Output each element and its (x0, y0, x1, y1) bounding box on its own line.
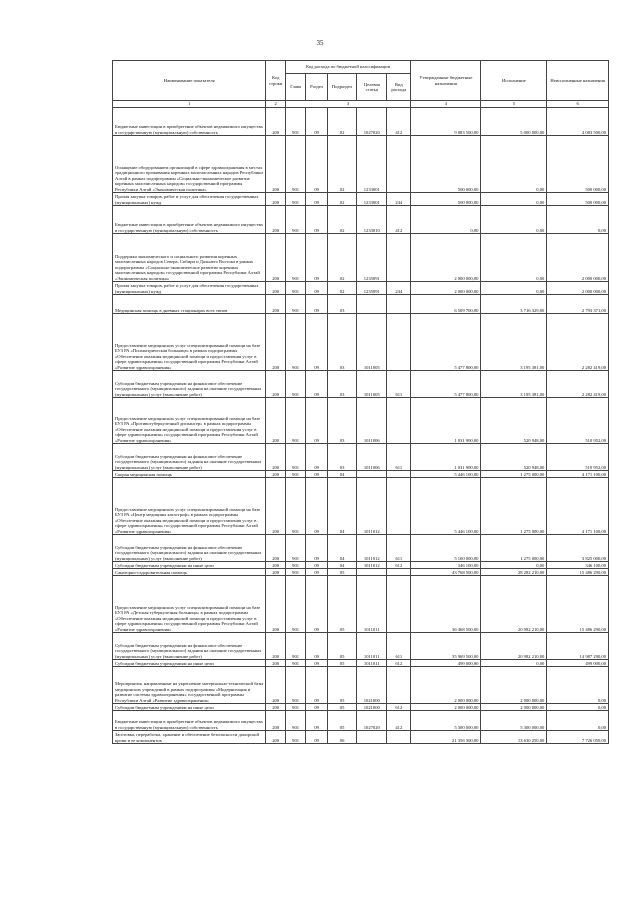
row-unexecuted: 15 486 290,00 (547, 569, 609, 576)
row-target: 1011011 (357, 633, 387, 660)
row-approved: 500 000,00 (411, 193, 481, 206)
row-chapter: 901 (285, 478, 306, 535)
row-unexecuted: 4 171 100,00 (547, 471, 609, 478)
row-executed: 0,00 (481, 136, 547, 193)
row-exp-type (387, 667, 411, 704)
row-unexecuted: 15 486 290,00 (547, 576, 609, 633)
table-row (113, 108, 609, 136)
row-name-cell: Скорая медицинская помощь (113, 471, 266, 478)
row-line-code: 200 (266, 704, 285, 711)
table-row (113, 444, 609, 471)
row-exp-type: 244 (387, 193, 411, 206)
row-name-cell: Мероприятия, направленные на укрепление материально-технической базы медицинских учреждений в рамках подпрограммы «Модернизация и развитие системы здравоохранения» государственной программы Республики Алтай «Развитие здравоохранения» (113, 667, 266, 704)
row-unexecuted: 14 987 290,00 (547, 633, 609, 660)
row-unexecuted: 0,00 (547, 667, 609, 704)
row-line-code: 200 (266, 206, 285, 234)
header-unexecuted: Неисполненные назначения (547, 61, 609, 101)
row-chapter: 901 (285, 704, 306, 711)
row-executed: 0,00 (481, 206, 547, 234)
budget-execution-table (112, 60, 609, 744)
row-name-cell: Поддержка экономического и социального развития коренных малочисленных народов Севера, Сибири и Дальнего Востока в рамках подпрограммы «Социально-экономическое развитие коренных малочисленных народов» государственной программы Республики Алтай «Экономическая политика» (113, 234, 266, 282)
page-number: 35 (316, 39, 324, 47)
row-name-cell: Субсидии бюджетным учреждениям на финансовое обеспечение государственного (муниципального) задания на оказание государственных (муниципальных) услуг (выполнение работ) (113, 371, 266, 398)
row-approved: 5 477 800,00 (411, 314, 481, 371)
row-approved: 5 446 100,00 (411, 471, 481, 478)
row-unexecuted: 0,00 (547, 711, 609, 731)
row-line-code: 200 (266, 478, 285, 535)
row-executed: 3 716 329,00 (481, 295, 547, 314)
row-target (357, 471, 387, 478)
row-chapter: 901 (285, 108, 306, 136)
row-exp-type (387, 398, 411, 444)
table-row (113, 136, 609, 193)
row-exp-type: 611 (387, 444, 411, 471)
row-target: 1021000 (357, 667, 387, 704)
row-line-code: 200 (266, 295, 285, 314)
header-name: Наименование показателя (113, 61, 266, 101)
row-subsection: 03 (327, 314, 356, 371)
row-section: 09 (306, 295, 328, 314)
row-subsection: 02 (327, 206, 356, 234)
row-subsection: 06 (327, 731, 356, 744)
row-exp-type: 612 (387, 562, 411, 569)
row-subsection: 05 (327, 633, 356, 660)
row-target (357, 295, 387, 314)
row-chapter: 901 (285, 193, 306, 206)
table-row (113, 576, 609, 633)
row-name-cell: Бюджетные инвестиции в приобретение объектов недвижимого имущества в государственную (муниципальную) собственность (113, 108, 266, 136)
row-section: 09 (306, 569, 328, 576)
row-unexecuted: 3 825 000,00 (547, 535, 609, 562)
row-unexecuted: 499 000,00 (547, 660, 609, 667)
row-unexecuted: 500 000,00 (547, 136, 609, 193)
row-unexecuted: 0,00 (547, 704, 609, 711)
row-line-code: 200 (266, 711, 285, 731)
col-number: 2 (266, 101, 285, 108)
table-row (113, 471, 609, 478)
row-unexecuted: 0,00 (547, 206, 609, 234)
row-name-cell: Бюджетные инвестиции в приобретение объектов недвижимого имущества в государственную (муниципальную) собственность (113, 206, 266, 234)
row-executed: 1 275 000,00 (481, 535, 547, 562)
table-row (113, 562, 609, 569)
row-subsection: 04 (327, 535, 356, 562)
table-row (113, 314, 609, 371)
row-chapter: 901 (285, 535, 306, 562)
row-approved: 346 100,00 (411, 562, 481, 569)
row-subsection: 03 (327, 444, 356, 471)
row-section: 09 (306, 444, 328, 471)
row-section: 09 (306, 471, 328, 478)
table-row (113, 234, 609, 282)
col-number: 4 (411, 101, 481, 108)
row-unexecuted: 7 726 050,00 (547, 731, 609, 744)
row-name-cell: Субсидии бюджетным учреждениям на иные цели (113, 562, 266, 569)
row-subsection: 05 (327, 576, 356, 633)
row-approved: 5 446 100,00 (411, 478, 481, 535)
row-target: 1027020 (357, 711, 387, 731)
row-approved: 5 477 800,00 (411, 371, 481, 398)
row-exp-type: 412 (387, 711, 411, 731)
table-row (113, 398, 609, 444)
row-subsection: 02 (327, 108, 356, 136)
row-subsection: 03 (327, 295, 356, 314)
row-exp-type (387, 314, 411, 371)
row-section: 09 (306, 234, 328, 282)
row-name-cell: Субсидии бюджетным учреждениям на финансовое обеспечение государственного (муниципального) задания на оказание государственных (муниципальных) услуг (выполнение работ) (113, 535, 266, 562)
header-section: Раздел (306, 74, 328, 101)
row-executed: 3 195 381,00 (481, 371, 547, 398)
row-executed: 5 300 000,00 (481, 711, 547, 731)
row-exp-type (387, 569, 411, 576)
row-target: 1011012 (357, 535, 387, 562)
row-target: 1011011 (357, 660, 387, 667)
row-line-code: 200 (266, 731, 285, 744)
row-chapter: 901 (285, 471, 306, 478)
row-chapter: 901 (285, 295, 306, 314)
row-chapter: 901 (285, 711, 306, 731)
row-approved: 5 300 000,00 (411, 711, 481, 731)
row-line-code: 200 (266, 234, 285, 282)
row-target: 1233010 (357, 206, 387, 234)
row-exp-type: 612 (387, 704, 411, 711)
row-subsection: 02 (327, 136, 356, 193)
row-line-code: 200 (266, 136, 285, 193)
row-target: 1011012 (357, 478, 387, 535)
row-executed: 1 275 000,00 (481, 478, 547, 535)
row-executed: 0,00 (481, 193, 547, 206)
row-approved: 43 768 500,00 (411, 569, 481, 576)
row-section: 09 (306, 576, 328, 633)
row-section: 09 (306, 136, 328, 193)
row-approved: 6 509 700,00 (411, 295, 481, 314)
row-name-cell: Предоставление медицинских услуг специализированной помощи на базе БУЗ РА «Психиатрическая больница» в рамках подпрограммы «Обеспечение оказания медицинской помощи и предоставления услуг в сфере здравоохранения» государственной программы Республики Алтай «Развитие здравоохранения» (113, 314, 266, 371)
row-name-cell: Бюджетные инвестиции в приобретение объектов недвижимого имущества в государственную (муниципальную) собственность (113, 711, 266, 731)
row-exp-type: 612 (387, 660, 411, 667)
row-chapter: 901 (285, 371, 306, 398)
row-approved: 21 356 300,00 (411, 731, 481, 744)
table-row (113, 731, 609, 744)
row-unexecuted: 510 952,00 (547, 398, 609, 444)
table-row (113, 569, 609, 576)
row-target: 1011011 (357, 576, 387, 633)
row-subsection: 03 (327, 398, 356, 444)
row-name-cell: Медицинская помощь в дневных стационарах всех типов (113, 295, 266, 314)
table-row (113, 371, 609, 398)
row-exp-type: 611 (387, 535, 411, 562)
table-body (113, 108, 609, 744)
row-approved: 1 031 900,00 (411, 398, 481, 444)
row-executed: 520 948,00 (481, 444, 547, 471)
row-name-cell: Предоставление медицинских услуг специализированной помощи на базе БУЗ РА «Центр медицины катастроф» в рамках подпрограммы «Обеспечение оказания медицинской помощи и предоставления услуг в сфере здравоохранения» государственной программы Республики Алтай «Развитие здравоохранения» (113, 478, 266, 535)
row-unexecuted: 346 100,00 (547, 562, 609, 569)
row-line-code: 200 (266, 314, 285, 371)
row-executed: 2 000 000,00 (481, 667, 547, 704)
row-section: 09 (306, 314, 328, 371)
row-subsection: 05 (327, 704, 356, 711)
row-exp-type (387, 731, 411, 744)
row-subsection: 04 (327, 478, 356, 535)
row-executed: 0,00 (481, 660, 547, 667)
row-line-code: 200 (266, 660, 285, 667)
row-name-cell: Заготовка, переработка, хранение и обеспечение безопасности донорской крови и ее компонентов (113, 731, 266, 744)
row-chapter: 901 (285, 444, 306, 471)
header-code-line: Код строки (266, 61, 285, 101)
row-section: 09 (306, 398, 328, 444)
row-section: 09 (306, 282, 328, 295)
row-chapter: 901 (285, 136, 306, 193)
row-chapter: 901 (285, 282, 306, 295)
row-executed: 0,00 (481, 234, 547, 282)
row-subsection: 03 (327, 371, 356, 398)
col-number: 6 (547, 101, 609, 108)
row-chapter: 901 (285, 562, 306, 569)
row-unexecuted: 2 282 419,00 (547, 314, 609, 371)
table-row (113, 535, 609, 562)
row-approved: 35 969 500,00 (411, 633, 481, 660)
row-section: 09 (306, 206, 328, 234)
row-name-cell: Субсидии бюджетным учреждениям на финансовое обеспечение государственного (муниципального) задания на оказание государственных (муниципальных) услуг (выполнение работ) (113, 633, 266, 660)
row-chapter: 901 (285, 314, 306, 371)
row-section: 09 (306, 108, 328, 136)
row-target (357, 731, 387, 744)
col-number: 3 (285, 101, 410, 108)
row-exp-type (387, 576, 411, 633)
row-name-cell: Субсидии бюджетным учреждениям на иные цели (113, 660, 266, 667)
row-exp-type: 611 (387, 633, 411, 660)
row-section: 09 (306, 660, 328, 667)
row-approved: 5 100 000,00 (411, 535, 481, 562)
col-number: 5 (481, 101, 547, 108)
row-chapter: 901 (285, 667, 306, 704)
row-line-code: 200 (266, 398, 285, 444)
table-row (113, 478, 609, 535)
row-executed: 5 000 000,00 (481, 108, 547, 136)
row-line-code: 200 (266, 576, 285, 633)
table-row (113, 633, 609, 660)
row-line-code: 200 (266, 282, 285, 295)
table-row (113, 704, 609, 711)
row-approved: 0,00 (411, 206, 481, 234)
row-line-code: 200 (266, 667, 285, 704)
row-subsection: 05 (327, 660, 356, 667)
row-subsection: 05 (327, 569, 356, 576)
row-section: 09 (306, 562, 328, 569)
row-approved: 500 000,00 (411, 136, 481, 193)
table-row (113, 660, 609, 667)
row-target: 1011005 (357, 314, 387, 371)
row-section: 09 (306, 535, 328, 562)
row-executed: 2 000 000,00 (481, 704, 547, 711)
row-exp-type: 611 (387, 371, 411, 398)
row-line-code: 200 (266, 535, 285, 562)
header-chapter: Глава (285, 74, 306, 101)
row-chapter: 901 (285, 234, 306, 282)
header-budget-code: Код расхода по бюджетной классификации (285, 61, 410, 74)
row-section: 09 (306, 731, 328, 744)
row-executed: 20 982 210,00 (481, 633, 547, 660)
row-exp-type (387, 471, 411, 478)
row-unexecuted: 2 000 000,00 (547, 282, 609, 295)
row-section: 09 (306, 711, 328, 731)
row-section: 09 (306, 704, 328, 711)
row-approved: 2 000 000,00 (411, 234, 481, 282)
row-target: 1011006 (357, 398, 387, 444)
row-unexecuted: 2 282 419,00 (547, 371, 609, 398)
row-exp-type: 412 (387, 108, 411, 136)
row-section: 09 (306, 633, 328, 660)
row-approved: 2 000 000,00 (411, 704, 481, 711)
row-target: 1011006 (357, 444, 387, 471)
row-approved: 36 468 500,00 (411, 576, 481, 633)
row-exp-type: 412 (387, 206, 411, 234)
row-exp-type (387, 295, 411, 314)
table-row (113, 711, 609, 731)
row-exp-type (387, 234, 411, 282)
row-name-cell: Предоставление медицинских услуг специализированной помощи на базе БУЗ РА «Детская туберкулезная больница» в рамках подпрограммы «Обеспечение оказания медицинской помощи и предоставления услуг в сфере здравоохранения» государственной программы Республики Алтай «Развитие здравоохранения» (113, 576, 266, 633)
row-line-code: 200 (266, 444, 285, 471)
row-target: 1027020 (357, 108, 387, 136)
row-approved: 9 083 500,00 (411, 108, 481, 136)
row-line-code: 200 (266, 108, 285, 136)
row-executed: 520 948,00 (481, 398, 547, 444)
row-chapter: 901 (285, 569, 306, 576)
row-chapter: 901 (285, 398, 306, 444)
row-executed: 20 982 210,00 (481, 576, 547, 633)
row-unexecuted: 4 171 100,00 (547, 478, 609, 535)
row-target: 1235091 (357, 282, 387, 295)
row-chapter: 901 (285, 576, 306, 633)
row-executed: 0,00 (481, 282, 547, 295)
row-name-cell: Прочая закупка товаров, работ и услуг для обеспечения государственных (муниципальных) нужд (113, 282, 266, 295)
row-unexecuted: 2 000 000,00 (547, 234, 609, 282)
row-target: 1233001 (357, 136, 387, 193)
row-chapter: 901 (285, 206, 306, 234)
row-unexecuted: 2 793 371,00 (547, 295, 609, 314)
row-target (357, 569, 387, 576)
row-approved: 499 000,00 (411, 660, 481, 667)
row-target: 1011005 (357, 371, 387, 398)
row-subsection: 05 (327, 667, 356, 704)
row-subsection: 02 (327, 193, 356, 206)
row-name-cell: Субсидии бюджетным учреждениям на финансовое обеспечение государственного (муниципального) задания на оказание государственных (муниципальных) услуг (выполнение работ) (113, 444, 266, 471)
row-target: 1235091 (357, 234, 387, 282)
row-executed: 1 275 000,00 (481, 471, 547, 478)
row-target: 1233001 (357, 193, 387, 206)
row-target: 1011012 (357, 562, 387, 569)
table-row (113, 295, 609, 314)
row-chapter: 901 (285, 660, 306, 667)
row-subsection: 02 (327, 282, 356, 295)
header-target: Целевая статья (357, 74, 387, 101)
row-unexecuted: 500 000,00 (547, 193, 609, 206)
row-executed: 3 195 381,00 (481, 314, 547, 371)
col-number: 1 (113, 101, 266, 108)
row-line-code: 200 (266, 193, 285, 206)
row-unexecuted: 510 952,00 (547, 444, 609, 471)
row-line-code: 200 (266, 562, 285, 569)
row-line-code: 200 (266, 471, 285, 478)
row-exp-type: 244 (387, 282, 411, 295)
row-chapter: 901 (285, 731, 306, 744)
header-approved: Утвержденные бюджетные назначения (411, 61, 481, 101)
row-name-cell: Прочая закупка товаров, работ и услуг для обеспечения государственных (муниципальных) нужд (113, 193, 266, 206)
row-name-cell: Санаторно-оздоровительная помощь (113, 569, 266, 576)
row-section: 09 (306, 371, 328, 398)
header-subsection: Подраздел (327, 74, 356, 101)
row-approved: 2 000 000,00 (411, 667, 481, 704)
row-executed: 13 630 250,00 (481, 731, 547, 744)
row-name-cell: Субсидии бюджетным учреждениям на иные цели (113, 704, 266, 711)
row-executed: 0,00 (481, 562, 547, 569)
row-target: 1021000 (357, 704, 387, 711)
row-subsection: 04 (327, 562, 356, 569)
header-executed: Исполнение (481, 61, 547, 101)
row-subsection: 02 (327, 234, 356, 282)
table-row (113, 667, 609, 704)
row-approved: 1 031 900,00 (411, 444, 481, 471)
row-section: 09 (306, 478, 328, 535)
row-unexecuted: 4 083 500,00 (547, 108, 609, 136)
header-exp-type: Вид расхода (387, 74, 411, 101)
row-chapter: 901 (285, 633, 306, 660)
row-subsection: 05 (327, 711, 356, 731)
row-section: 09 (306, 667, 328, 704)
table-row (113, 193, 609, 206)
table-row (113, 282, 609, 295)
row-approved: 2 000 000,00 (411, 282, 481, 295)
row-name-cell: Предоставление медицинских услуг специализированной помощи на базе БУЗ РА «Противотуберкулезный диспансер» в рамках подпрограммы «Обеспечение оказания медицинской помощи и предоставления услуг в сфере здравоохранения» государственной программы Республики Алтай «Развитие здравоохранения» (113, 398, 266, 444)
row-line-code: 200 (266, 569, 285, 576)
row-section: 09 (306, 193, 328, 206)
row-line-code: 200 (266, 371, 285, 398)
row-exp-type (387, 478, 411, 535)
table-row (113, 206, 609, 234)
row-subsection: 04 (327, 471, 356, 478)
row-line-code: 200 (266, 633, 285, 660)
row-name-cell: Оснащение оборудованием организаций в сфере здравоохранения в местах традиционного проживания коренных малочисленных народов Республики Алтай в рамках подпрограммы «Социально-экономическое развитие коренных малочисленных народов» государственной программы Республики Алтай «Экономическая политика» (113, 136, 266, 193)
row-exp-type (387, 136, 411, 193)
row-executed: 28 282 210,00 (481, 569, 547, 576)
